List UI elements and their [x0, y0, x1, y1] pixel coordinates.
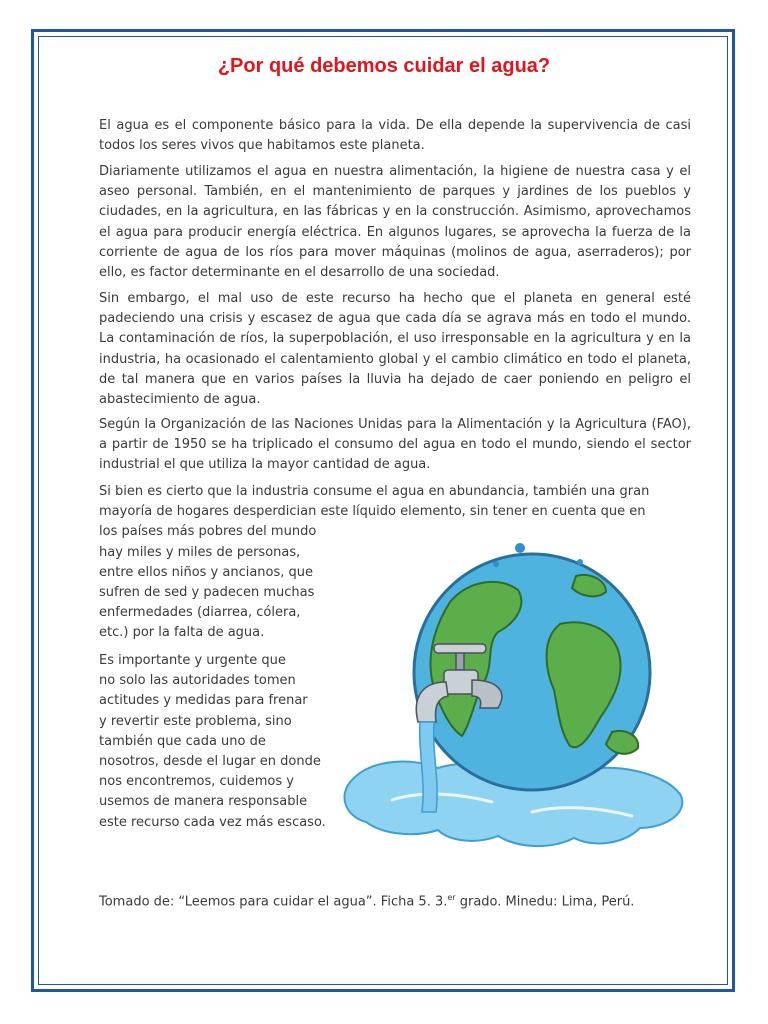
paragraph-6-line: también que cada uno de: [99, 733, 266, 749]
paragraph-5-line: enfermedades (diarrea, cólera,: [99, 605, 301, 621]
paragraph-6-line: usemos de manera responsable: [99, 794, 308, 810]
water-drop: [515, 543, 525, 553]
page-title: ¿Por qué debemos cuidar el agua?: [217, 55, 551, 77]
source-citation: [99, 888, 699, 913]
paragraph-6-line: Es importante y urgente que: [99, 653, 286, 668]
paragraph-6-line: actitudes y medidas para frenar: [99, 693, 308, 709]
water-stream: [420, 722, 437, 812]
paragraph-5-line: los países más pobres del mundo: [99, 524, 317, 540]
paragraph-3: Sin embargo, el mal uso de este recurso ha hecho que el planeta en general esté padeciendo una crisis y escasez de agua que cada día se agrava más en todo el mundo. La contaminación de ríos, la superpoblación, el uso irresponsable en la agricultura y en la industria, ha ocasionado el calentamiento global y el cambio climático en todo el planeta, de tal manera que en varios países la lluvia ha dejado de caer poniendo en peligro el abastecimiento de agua.: [99, 291, 691, 408]
paragraph-5-line: hay miles y miles de personas,: [99, 544, 301, 560]
source-superscript: er: [447, 893, 456, 902]
paragraph-6: [99, 651, 349, 833]
paragraph-5-line: entre ellos niños y ancianos, que: [99, 564, 314, 580]
paragraph-6-line: y revertir este problema, sino: [99, 713, 292, 729]
globe-land-australia: [606, 731, 638, 754]
paragraph-5-line: Si bien es cierto que la industria consume el agua en abundancia, también una gran: [99, 484, 650, 499]
source-text-end: grado. Minedu: Lima, Perú.: [455, 894, 635, 910]
faucet-handle: [434, 644, 486, 653]
paragraph-5-line: sufren de sed y padecen muchas: [99, 585, 315, 601]
globe-faucet-water-illustration: [322, 532, 692, 852]
paragraph-4: Según la Organización de las Naciones Unidas para la Alimentación y la Agricultura (FAO), a partir de 1950 se ha triplicado el consumo del agua en todo el mundo, siendo el sector industrial el que utiliza la mayor cantidad de agua.: [99, 417, 691, 473]
paragraph-2: Diariamente utilizamos el agua en nuestra alimentación, la higiene de nuestra casa y el aseo personal. También, en el mantenimiento de parques y jardines de los pueblos y ciudades, en la agricultura, en las fábricas y en la construcción. Asimismo, aprovechamos el agua para producir energía eléctrica. En algunos lugares, se aprovecha la fuerza de la corriente de agua de los ríos para mover máquinas (molinos de agua, aserraderos); por ello, es factor determinante en el desarrollo de una sociedad.: [99, 164, 691, 281]
water-drop: [493, 561, 499, 567]
paragraph-1: El agua es el componente básico para la vida. De ella depende la supervivencia de casi todos los seres vivos que habitamos este planeta.: [99, 118, 691, 154]
paragraph-6-line: no solo las autoridades tomen: [99, 673, 296, 689]
paragraph-5-line: etc.) por la falta de agua.: [99, 625, 265, 641]
paragraph-6-line: nos encontremos, cuidemos y: [99, 774, 294, 790]
paragraph-5-line: mayoría de hogares desperdician este líquido elemento, sin tener en cuenta que en: [99, 504, 646, 520]
paragraph-6-line: nosotros, desde el lugar en donde: [99, 754, 321, 770]
paragraph-6-line: este recurso cada vez más escaso.: [99, 814, 326, 830]
source-text: Tomado de: “Leemos para cuidar el agua”. Ficha 5. 3.: [99, 894, 448, 910]
water-drop: [577, 559, 583, 565]
